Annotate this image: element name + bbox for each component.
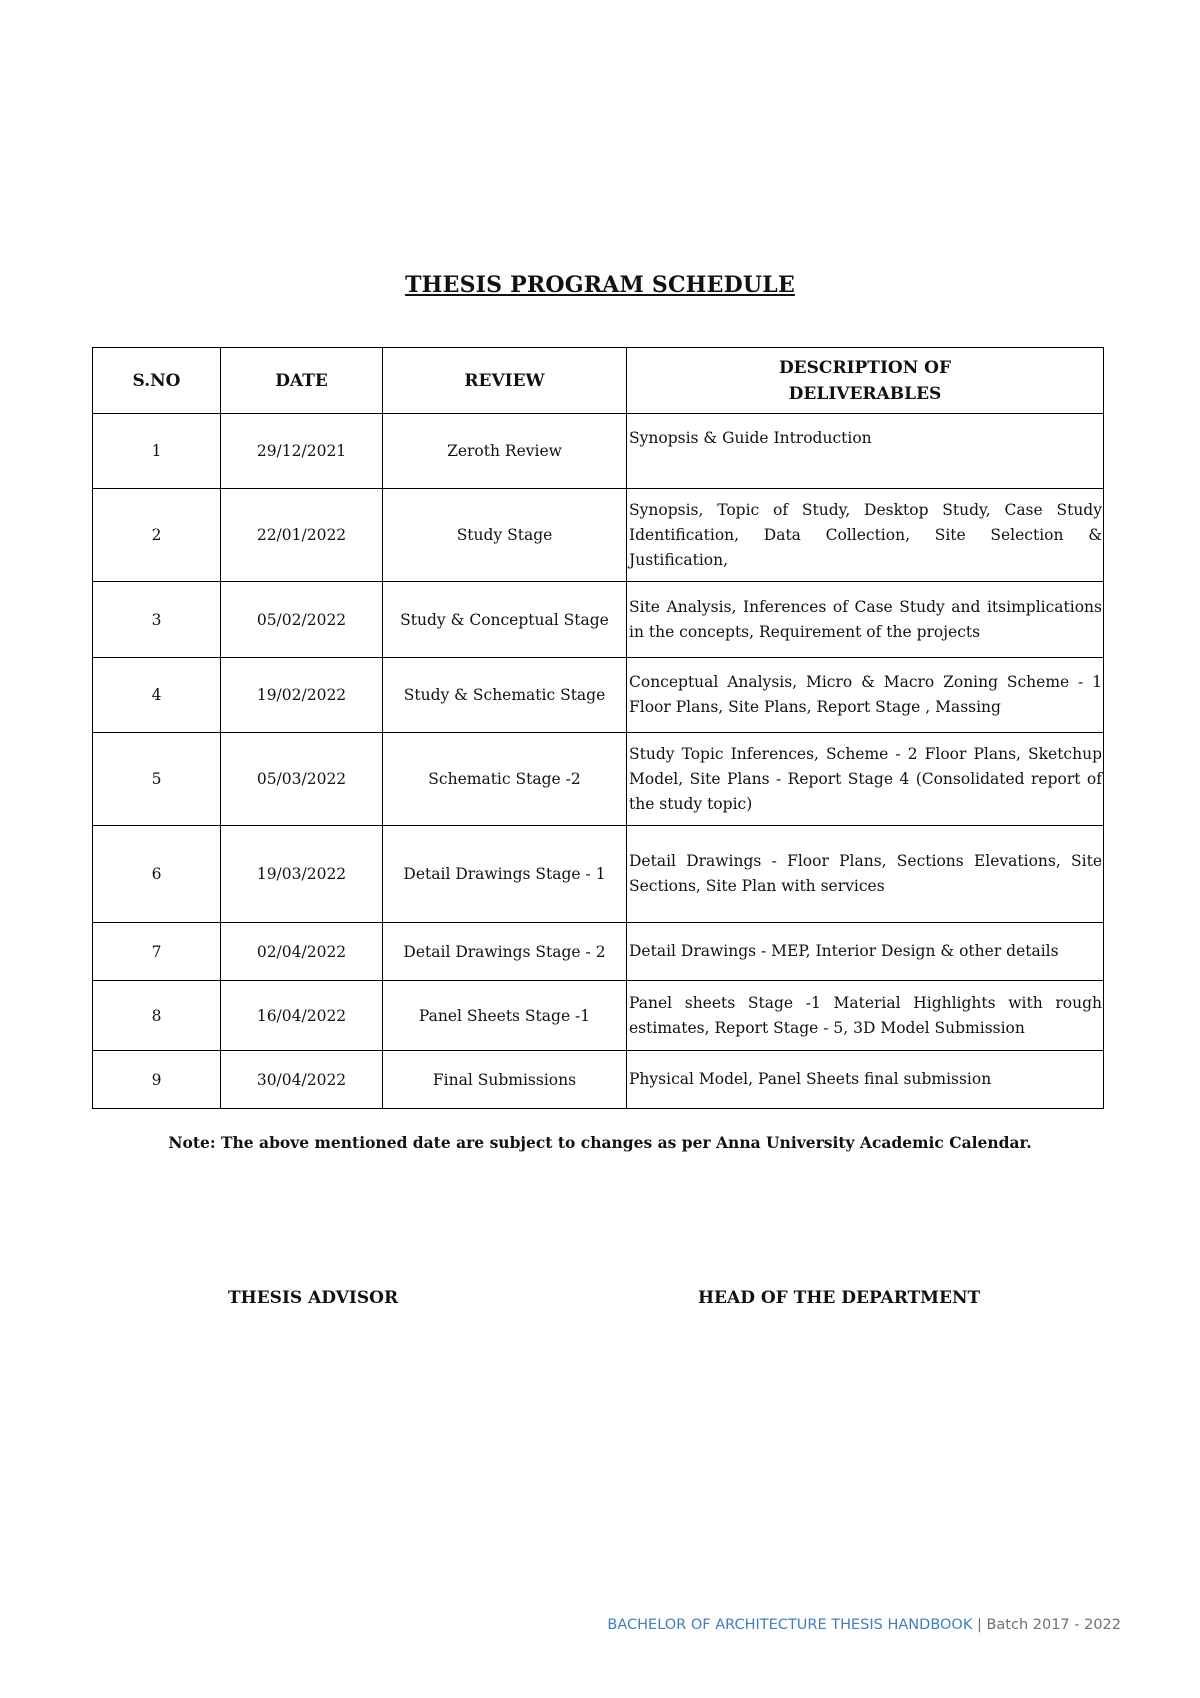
signature-head-of-department: HEAD OF THE DEPARTMENT (698, 1288, 981, 1308)
row-sno: 6 (93, 826, 221, 923)
row-review: Panel Sheets Stage -1 (383, 981, 627, 1051)
row-sno: 8 (93, 981, 221, 1051)
row-description: Study Topic Inferences, Scheme - 2 Floor Plans, Sketchup Model, Site Plans - Report Stage 4 (Consolidated report of the study topic) (627, 733, 1104, 826)
row-review: Study & Schematic Stage (383, 658, 627, 733)
row-description: Synopsis & Guide Introduction (627, 414, 1104, 489)
header-date: DATE (221, 348, 383, 414)
row-description: Site Analysis, Inferences of Case Study and itsimplications in the concepts, Requirement of the projects (627, 582, 1104, 658)
row-review: Study & Conceptual Stage (383, 582, 627, 658)
row-sno: 9 (93, 1051, 221, 1109)
row-date: 22/01/2022 (221, 489, 383, 582)
table-row (93, 981, 1104, 1051)
row-date: 16/04/2022 (221, 981, 383, 1051)
table-row (93, 1051, 1104, 1109)
row-date: 02/04/2022 (221, 923, 383, 981)
row-review: Zeroth Review (383, 414, 627, 489)
row-description: Panel sheets Stage -1 Material Highlights with rough estimates, Report Stage - 5, 3D Model Submission (627, 981, 1104, 1051)
row-review: Final Submissions (383, 1051, 627, 1109)
row-review: Detail Drawings Stage - 2 (383, 923, 627, 981)
row-review: Detail Drawings Stage - 1 (383, 826, 627, 923)
schedule-note: Note: The above mentioned date are subject to changes as per Anna University Academic Calendar. (168, 1133, 1032, 1152)
row-date: 19/02/2022 (221, 658, 383, 733)
table-row (93, 582, 1104, 658)
row-sno: 3 (93, 582, 221, 658)
table-header-row (93, 348, 1104, 414)
row-sno: 7 (93, 923, 221, 981)
footer-handbook-title: BACHELOR OF ARCHITECTURE THESIS HANDBOOK (607, 1617, 973, 1633)
table-row (93, 923, 1104, 981)
row-sno: 5 (93, 733, 221, 826)
footer-batch: Batch 2017 - 2022 (986, 1617, 1121, 1633)
table-row (93, 414, 1104, 489)
row-date: 05/03/2022 (221, 733, 383, 826)
row-date: 29/12/2021 (221, 414, 383, 489)
row-sno: 2 (93, 489, 221, 582)
page-footer (607, 1617, 1121, 1633)
table-row (93, 826, 1104, 923)
row-description: Synopsis, Topic of Study, Desktop Study, Case Study Identification, Data Collection, Site Selection & Justification, (627, 489, 1104, 582)
header-description: DESCRIPTION OF DELIVERABLES (627, 348, 1104, 414)
schedule-table (92, 347, 1104, 1109)
row-description: Physical Model, Panel Sheets final submission (627, 1051, 1104, 1109)
row-description: Detail Drawings - MEP, Interior Design & other details (627, 923, 1104, 981)
row-sno: 4 (93, 658, 221, 733)
row-review: Schematic Stage -2 (383, 733, 627, 826)
footer-separator: | (972, 1617, 987, 1633)
row-description: Conceptual Analysis, Micro & Macro Zoning Scheme - 1 Floor Plans, Site Plans, Report Stage , Massing (627, 658, 1104, 733)
row-date: 19/03/2022 (221, 826, 383, 923)
row-review: Study Stage (383, 489, 627, 582)
table-row (93, 733, 1104, 826)
row-description: Detail Drawings - Floor Plans, Sections Elevations, Site Sections, Site Plan with services (627, 826, 1104, 923)
header-review: REVIEW (383, 348, 627, 414)
header-sno: S.NO (93, 348, 221, 414)
row-date: 30/04/2022 (221, 1051, 383, 1109)
table-row (93, 658, 1104, 733)
row-date: 05/02/2022 (221, 582, 383, 658)
table-row (93, 489, 1104, 582)
row-sno: 1 (93, 414, 221, 489)
page-title: THESIS PROGRAM SCHEDULE (405, 272, 795, 298)
signature-thesis-advisor: THESIS ADVISOR (228, 1288, 399, 1308)
